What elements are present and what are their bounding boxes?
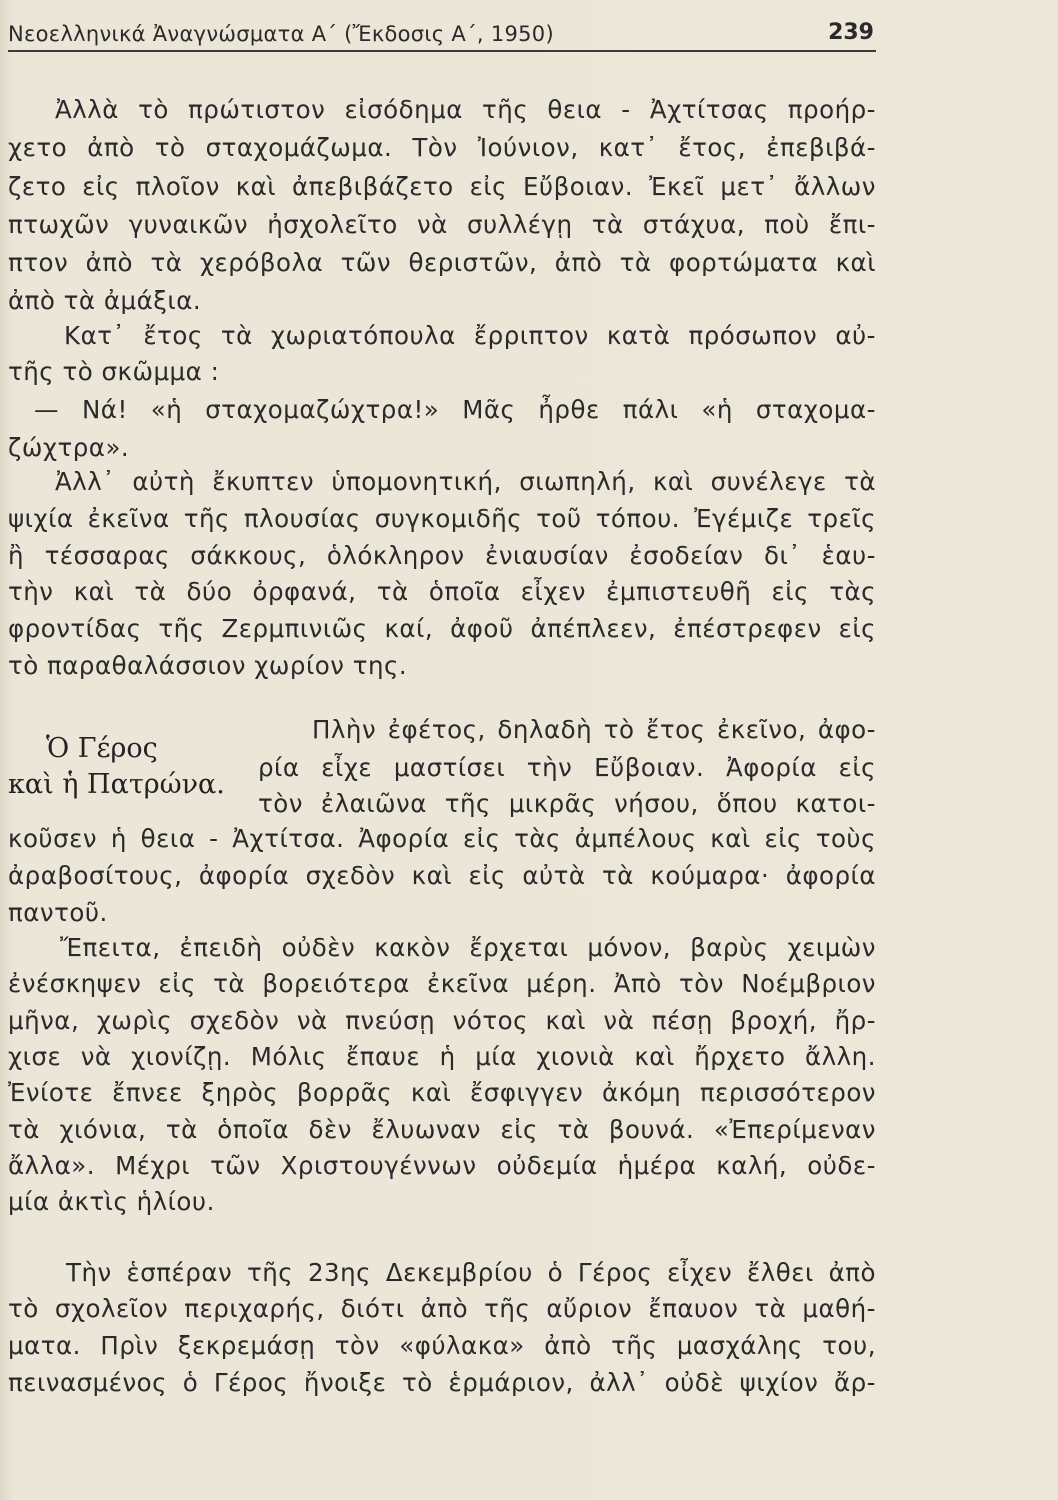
text-line: ματα. Πρὶν ξεκρεμάσῃ τὸν «φύλακα» ἀπὸ τῆς μασχάλης του, [8,1331,876,1360]
text-line: Ἀλλὰ τὸ πρώτιστον εἰσόδημα τῆς θεια - Ἀχτίτσας προήρ- [55,95,876,124]
text-line: — Νά! «ἡ σταχομαζώχτρα!» Μᾶς ἦρθε πάλι «ἡ σταχομα- [34,395,876,424]
text-line: χισε νὰ χιονίζῃ. Μόλις ἔπαυε ἡ μία χιονιὰ καὶ ἤρχετο ἄλλη. [8,1042,876,1071]
sidenote-line: Ὁ Γέρος [46,733,158,764]
header-title: Νεοελληνικά Ἀναγνώσματα Α΄ (Ἔκδοσις Α΄, 1950) [8,22,554,46]
text-line: ἢ τέσσαρας σάκκους, ὁλόκληρον ἐνιαυσίαν ἐσοδείαν δι᾽ ἑαυ- [8,541,876,570]
text-line: μία ἀκτὶς ἡλίου. [8,1187,215,1216]
text-line: ψιχία ἐκεῖνα τῆς πλουσίας συγκομιδῆς τοῦ τόπου. Ἐγέμιζε τρεῖς [8,504,876,533]
text-line: φροντίδας τῆς Ζερμπινιῶς καί, ἀφοῦ ἀπέπλεεν, ἐπέστρεφεν εἰς [8,614,876,643]
text-line: χετο ἀπὸ τὸ σταχομάζωμα. Τὸν Ἰούνιον, κατ᾽ ἔτος, ἐπεβιβά- [8,133,876,162]
text-line: τὰ χιόνια, τὰ ὁποῖα δὲν ἔλυωναν εἰς τὰ βουνά. «Ἐπερίμεναν [8,1115,876,1144]
text-line: Ἔπειτα, ἐπειδὴ οὐδὲν κακὸν ἔρχεται μόνον, βαρὺς χειμὼν [60,933,876,962]
text-line: ρία εἶχε μαστίσει τὴν Εὔβοιαν. Ἀφορία εἰς [258,753,876,782]
text-line: ζώχτρα». [8,433,130,462]
text-line: Ἀλλ᾽ αὐτὴ ἔκυπτεν ὑπομονητική, σιωπηλή, καὶ συνέλεγε τὰ [55,467,876,496]
text-line: Ἐνίοτε ἔπνεε ξηρὸς βορρᾶς καὶ ἔσφιγγεν ἀκόμη περισσότερον [8,1078,876,1107]
text-line: τὴν καὶ τὰ δύο ὀρφανά, τὰ ὁποῖα εἶχεν ἐμπιστευθῆ εἰς τὰς [8,577,876,606]
text-line: τὸ παραθαλάσσιον χωρίον της. [8,651,408,680]
text-line: Τὴν ἑσπέραν τῆς 23ης Δεκεμβρίου ὁ Γέρος εἶχεν ἔλθει ἀπὸ [66,1258,876,1287]
text-line: ἀπὸ τὰ ἀμάξια. [8,286,202,315]
page-number: 239 [828,20,874,45]
text-line: ζετο εἰς πλοῖον καὶ ἀπεβιβάζετο εἰς Εὔβοιαν. Ἐκεῖ μετ᾽ ἄλλων [8,172,876,201]
text-line: πεινασμένος ὁ Γέρος ἤνοιξε τὸ ἑρμάριον, ἀλλ᾽ οὐδὲ ψιχίον ἄρ- [8,1368,876,1397]
text-line: πτον ἀπὸ τὰ χερόβολα τῶν θεριστῶν, ἀπὸ τὰ φορτώματα καὶ [8,248,876,277]
text-line: μῆνα, χωρὶς σχεδὸν νὰ πνεύσῃ νότος καὶ νὰ πέσῃ βροχή, ἤρ- [8,1006,876,1035]
text-line: ἀραβοσίτους, ἀφορία σχεδὸν καὶ εἰς αὐτὰ τὰ κούμαρα· ἀφορία [8,861,876,890]
text-line: Κατ᾽ ἔτος τὰ χωριατόπουλα ἔρριπτον κατὰ πρόσωπον αὐ- [64,321,876,350]
text-line: τὸ σχολεῖον περιχαρής, διότι ἀπὸ τῆς αὔριον ἔπαυον τὰ μαθή- [8,1294,876,1323]
text-line: κοῦσεν ἡ θεια - Ἀχτίτσα. Ἀφορία εἰς τὰς ἀμπέλους καὶ εἰς τοὺς [8,824,876,853]
text-line: τῆς τὸ σκῶμμα : [8,357,220,386]
text-line: παντοῦ. [8,898,108,927]
text-line: Πλὴν ἐφέτος, δηλαδὴ τὸ ἔτος ἐκεῖνο, ἀφο- [312,715,876,744]
text-line: πτωχῶν γυναικῶν ἠσχολεῖτο νὰ συλλέγῃ τὰ στάχυα, ποὺ ἔπι- [8,210,876,239]
text-line: ἄλλα». Μέχρι τῶν Χριστουγέννων οὐδεμία ἡμέρα καλή, οὐδε- [8,1151,876,1180]
text-line: ἐνέσκηψεν εἰς τὰ βορειότερα ἐκεῖνα μέρη. Ἀπὸ τὸν Νοέμβριον [8,969,876,998]
text-line: τὸν ἐλαιῶνα τῆς μικρᾶς νήσου, ὅπου κατοι- [258,789,876,818]
running-header [8,18,876,52]
sidenote-line: καὶ ἡ Πατρώνα. [8,769,225,800]
